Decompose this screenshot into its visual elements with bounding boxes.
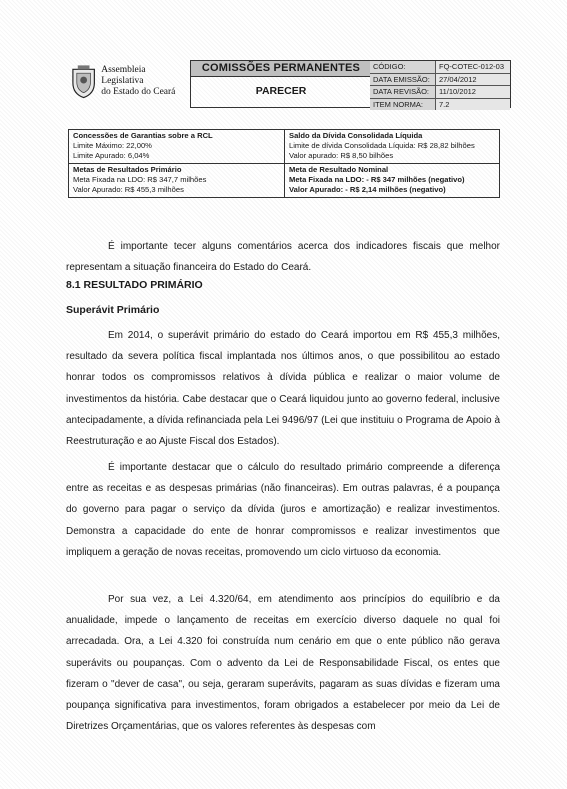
indicator-row: [69, 130, 499, 163]
subsection-heading: Superávit Primário: [66, 304, 160, 316]
field-label: CÓDIGO:: [370, 61, 436, 73]
indicator-line: Valor Apurado: R$ 455,3 milhões: [73, 185, 184, 194]
indicator-line: Limite Máximo: 22,00%: [73, 141, 152, 150]
state-seal-icon: [69, 63, 98, 99]
indicator-row: [69, 163, 499, 197]
field-label: DATA REVISÃO:: [370, 86, 436, 98]
header-subtitle: PARECER: [255, 85, 307, 97]
field-value: 27/04/2012: [436, 74, 510, 86]
indicator-line: Meta Fixada na LDO: R$ 347,7 milhões: [73, 175, 207, 184]
body-paragraph: É importante destacar que o cálculo do resultado primário compreende a diferença entre as receitas e as despesas primárias (não financeiras). Em outras palavras, é a poupança do governo para pagar o serviço da dívida (juros e amortização) e realizar investimentos. Demonstra a capacidade do ente de honrar compromissos e realizar investimentos que impliquem a geração de novas receitas, promovendo um ciclo virtuoso da economia.: [66, 462, 500, 558]
indicator-cell: [284, 164, 499, 197]
indicator-line: Limite Apurado: 6,04%: [73, 151, 150, 160]
field-label: ITEM NORMA:: [370, 99, 436, 111]
body-paragraph: Por sua vez, a Lei 4.320/64, em atendimento aos princípios do equilíbrio e da anualidade, impede o lançamento de receitas em exercício diverso daquele no qual foi arrecadada. Ora, a Lei 4.320 foi construída num cenário em que o ente público não gerava superávits ou poupanças. Com o advento da Lei de Responsabilidade Fiscal, os entes que fizeram o "dever de casa", ou seja, geraram superávits, pagaram as suas dívidas e fizeram uma poupança significativa para investimentos, foram obrigados a estabelecer por meio da Lei de Diretrizes Orçamentárias, que os valores referentes às despesas com: [66, 594, 500, 733]
header-title-block: [190, 60, 372, 108]
header-fields: [370, 60, 511, 108]
institution-name-line1: Assembleia Legislativa: [101, 64, 146, 86]
indicator-title: Saldo da Dívida Consolidada Líquida: [289, 131, 423, 140]
field-value: FQ-COTEC-012-03: [436, 61, 510, 73]
header-field-row: [370, 74, 510, 87]
indicator-line: Limite de dívida Consolidada Líquida: R$ 28,82 bilhões: [289, 141, 475, 150]
header-field-row: [370, 86, 510, 99]
field-value: 11/10/2012: [436, 86, 510, 98]
indicator-cell: [69, 130, 284, 163]
indicator-title: Concessões de Garantias sobre a RCL: [73, 131, 213, 140]
field-value: 7.2: [436, 99, 510, 111]
indicator-title: Meta de Resultado Nominal: [289, 165, 389, 174]
indicator-line: Meta Fixada na LDO: - R$ 347 milhões (negativo): [289, 175, 465, 184]
institution-name-line2: do Estado do Ceará: [101, 86, 176, 97]
body-paragraph: Em 2014, o superávit primário do estado do Ceará importou em R$ 455,3 milhões, resultado da severa política fiscal implantada nos últimos anos, o que possibilitou ao estado honrar todos os compromissos relativos à dívida pública e realizar o maior volume de investimentos da história. Cabe destacar que o Ceará liquidou junto ao governo federal, inclusive antecipadamente, a dívida refinanciada pela Lei 9496/97 (Lei que instituiu o Programa de Apoio à Reestruturação e ao Ajuste Fiscal dos Estados).: [66, 330, 500, 448]
indicator-cell: [69, 164, 284, 197]
field-label: DATA EMISSÃO:: [370, 74, 436, 86]
document-header: [66, 56, 510, 109]
fiscal-indicators-table: [68, 129, 500, 198]
indicator-title: Metas de Resultados Primário: [73, 165, 182, 174]
indicator-cell: [284, 130, 499, 163]
indicator-line: Valor apurado: R$ 8,50 bilhões: [289, 151, 394, 160]
intro-paragraph: É importante tecer alguns comentários acerca dos indicadores fiscais que melhor representam a situação financeira do Estado do Ceará.: [66, 241, 500, 274]
header-field-row: [370, 61, 510, 74]
institution-logo: [66, 56, 188, 106]
header-field-row: [370, 99, 510, 111]
header-band-title: COMISSÕES PERMANENTES: [191, 61, 371, 77]
indicator-line: Valor Apurado: - R$ 2,14 milhões (negativo): [289, 185, 446, 194]
section-heading: 8.1 RESULTADO PRIMÁRIO: [66, 279, 203, 291]
